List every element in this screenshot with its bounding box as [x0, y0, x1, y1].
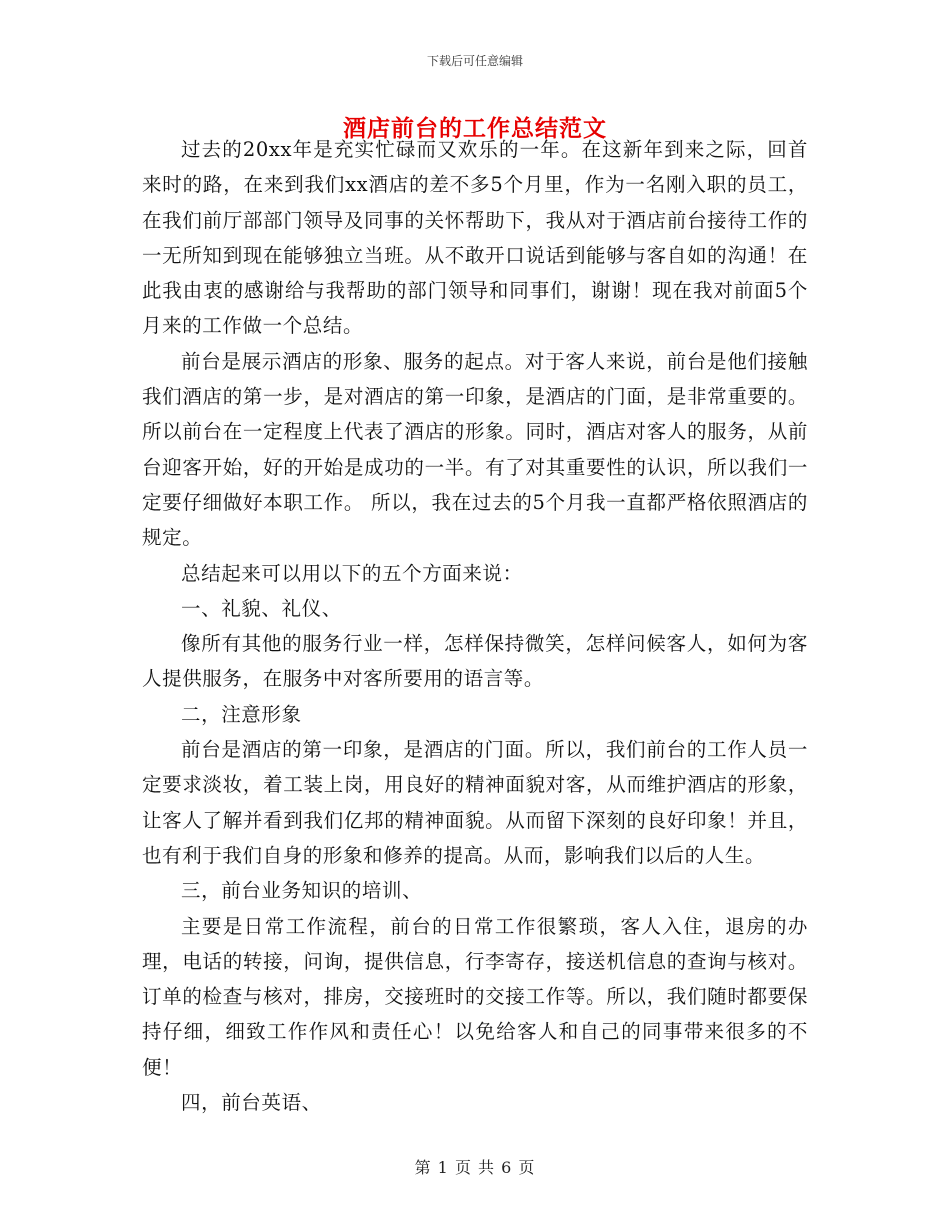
section-heading: 四，前台英语、: [181, 1091, 322, 1115]
paragraph: 总结起来可以用以下的五个方面来说：: [181, 561, 523, 585]
section-heading: 三，前台业务知识的培训、: [181, 879, 423, 903]
page-number-footer: 第 1 页 共 6 页: [414, 1158, 536, 1177]
paragraph: 像所有其他的服务行业一样，怎样保持微笑，怎样问候客人，如何为客人提供服务，在服务中对客所要用的语言等。: [142, 632, 808, 691]
section-heading: 一、礼貌、礼仪、: [181, 596, 342, 620]
paragraph: 前台是酒店的第一印象，是酒店的门面。所以，我们前台的工作人员一定要求淡妆，着工装上岗，用良好的精神面貌对客，从而维护酒店的形象，让客人了解并看到我们亿邦的精神面貌。从而留下深刻的良好印象！并且，也有利于我们自身的形象和修养的提高。从而，影响我们以后的人生。: [142, 738, 808, 867]
paragraph: 前台是展示酒店的形象、服务的起点。对于客人来说，前台是他们接触我们酒店的第一步，是对酒店的第一印象，是酒店的门面，是非常重要的。所以前台在一定程度上代表了酒店的形象。同时，酒店对客人的服务，从前台迎客开始，好的开始是成功的一半。有了对其重要性的认识，所以我们一定要仔细做好本职工作。 所以，我在过去的5个月我一直都严格依照酒店的规定。: [142, 349, 808, 550]
paragraph: 主要是日常工作流程，前台的日常工作很繁琐，客人入住，退房的办理，电话的转接，问询，提供信息，行李寄存，接送机信息的查询与核对。订单的检查与核对，排房，交接班时的交接工作等。所以，我们随时都要保持仔细，细致工作作风和责任心！以免给客人和自己的同事带来很多的不便！: [142, 914, 808, 1079]
document-title: 酒店前台的工作总结范文: [343, 115, 607, 142]
document-body: [142, 132, 808, 1120]
section-heading: 二，注意形象: [181, 702, 302, 726]
page-header-note: 下载后可任意编辑: [426, 54, 523, 68]
paragraph: 过去的20xx年是充实忙碌而又欢乐的一年。在这新年到来之际，回首来时的路，在来到我们xx酒店的差不多5个月里，作为一名刚入职的员工，在我们前厅部部门领导及同事的关怀帮助下，我从对于酒店前台接待工作的一无所知到现在能够独立当班。从不敢开口说话到能够与客自如的沟通！在此我由衷的感谢给与我帮助的部门领导和同事们，谢谢！现在我对前面5个月来的工作做一个总结。: [142, 138, 808, 338]
